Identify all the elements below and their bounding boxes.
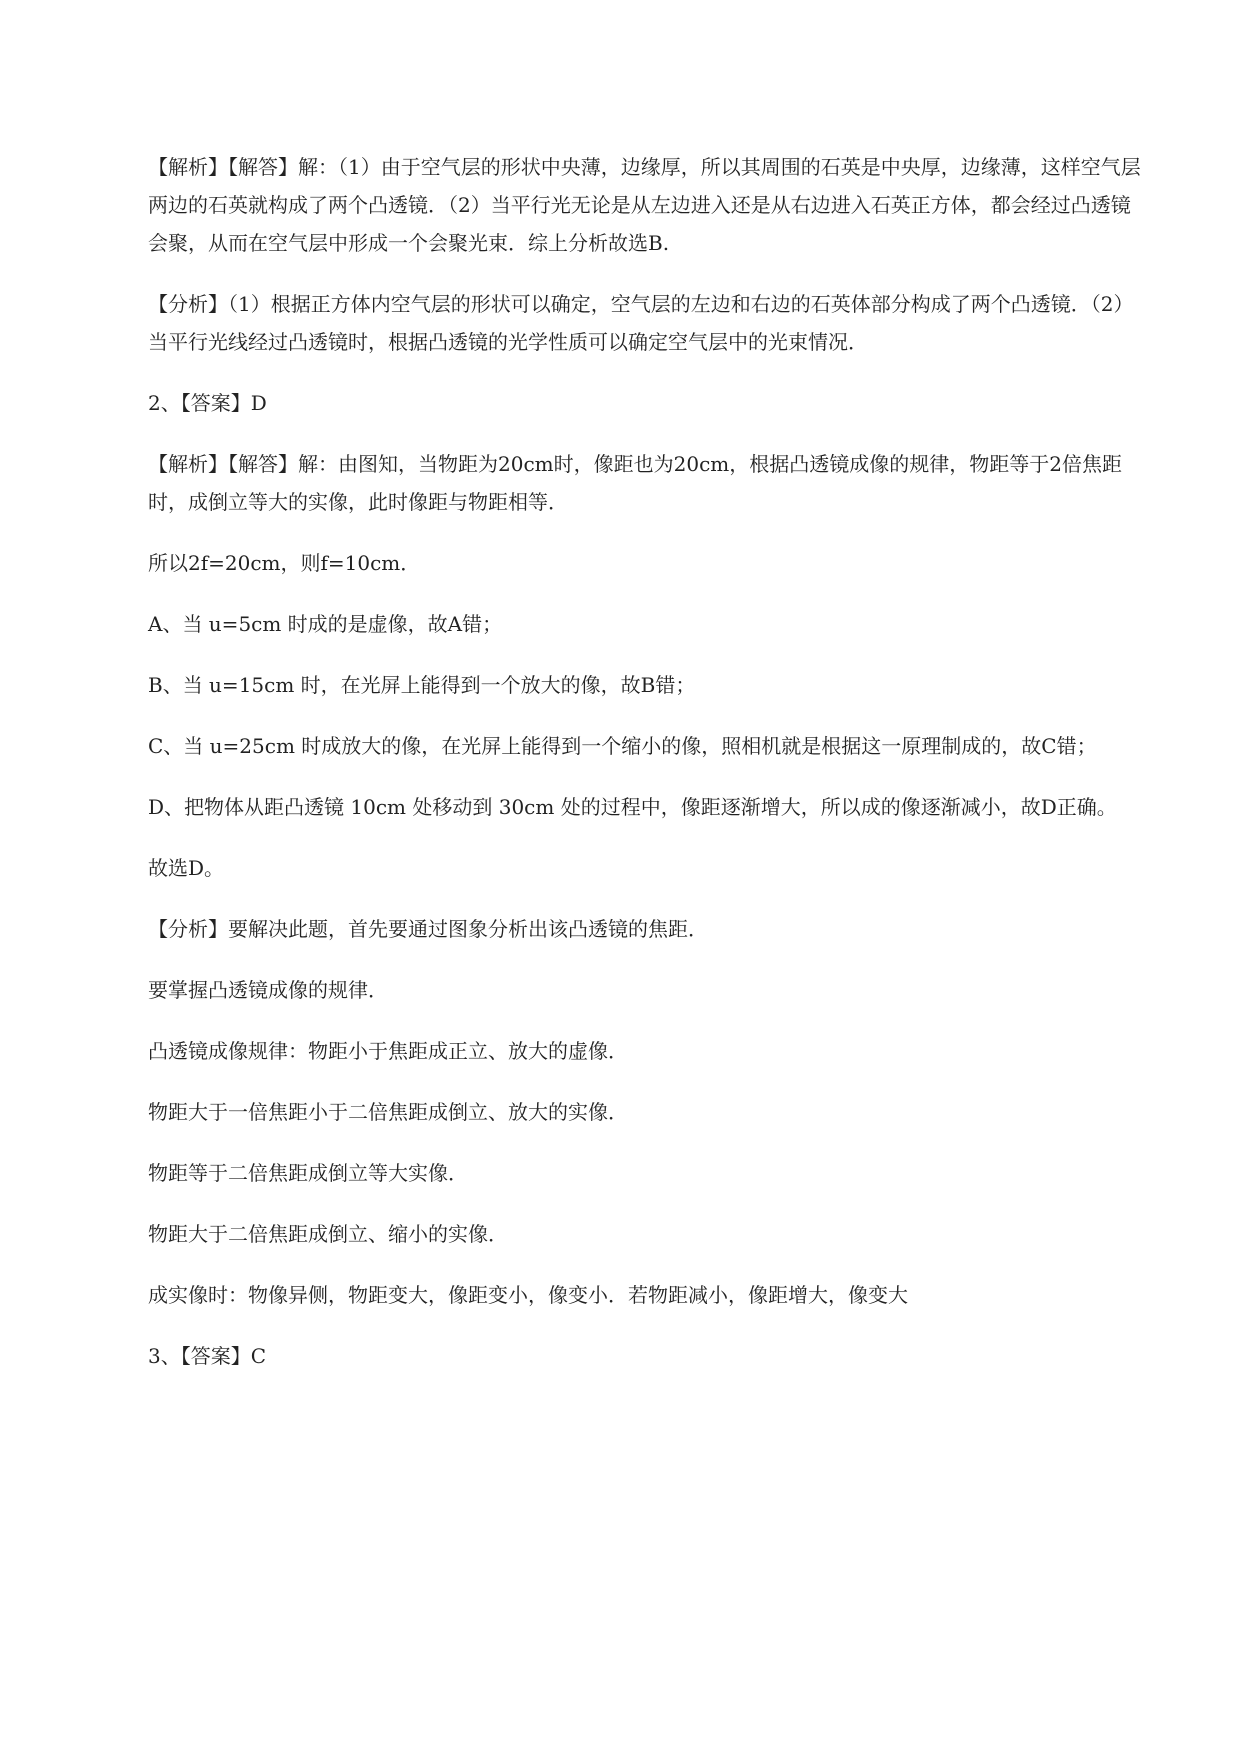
analysis-answer-2: 【解析】【解答】解：由图知，当物距为20cm时，像距也为20cm，根据凸透镜成像的规律，物距等于2倍焦距时，成倒立等大的实像，此时像距与物距相等． <box>148 452 1122 514</box>
rule-reduced-real: 物距大于二倍焦距成倒立、缩小的实像． <box>148 1222 508 1246</box>
rule-intro: 要掌握凸透镜成像的规律． <box>148 978 388 1002</box>
focal-length-calc: 所以2f=20cm，则f=10cm． <box>148 551 421 575</box>
answer-2: 2、【答案】D <box>148 391 267 415</box>
analysis-2: 【分析】要解决此题，首先要通过图象分析出该凸透镜的焦距． <box>148 917 708 941</box>
rule-real-image-change: 成实像时：物像异侧，物距变大，像距变小，像变小．若物距减小，像距增大，像变大 <box>148 1283 908 1307</box>
rule-magnified-real: 物距大于一倍焦距小于二倍焦距成倒立、放大的实像． <box>148 1100 628 1124</box>
rule-equal-real: 物距等于二倍焦距成倒立等大实像． <box>148 1161 468 1185</box>
rule-virtual-image: 凸透镜成像规律：物距小于焦距成正立、放大的虚像． <box>148 1039 628 1063</box>
option-a: A、当 u=5cm 时成的是虚像，故A错； <box>148 612 503 636</box>
document-body <box>148 148 1148 1398</box>
option-b: B、当 u=15cm 时，在光屏上能得到一个放大的像，故B错； <box>148 673 696 697</box>
analysis-answer-1: 【解析】【解答】解：（1）由于空气层的形状中央薄，边缘厚，所以其周围的石英是中央厚，边缘薄，这样空气层两边的石英就构成了两个凸透镜．（2）当平行光无论是从左边进入还是从右边进入石英正方体，都会经过凸透镜会聚，从而在空气层中形成一个会聚光束．综上分析故选B. <box>148 155 1141 255</box>
option-d: D、把物体从距凸透镜 10cm 处移动到 30cm 处的过程中，像距逐渐增大，所以成的像逐渐减小，故D正确。 <box>148 795 1117 819</box>
answer-3: 3、【答案】C <box>148 1344 267 1368</box>
analysis-1: 【分析】（1）根据正方体内空气层的形状可以确定，空气层的左边和右边的石英体部分构成了两个凸透镜．（2）当平行光线经过凸透镜时，根据凸透镜的光学性质可以确定空气层中的光束情况． <box>148 292 1134 354</box>
choice-conclusion: 故选D。 <box>148 856 225 880</box>
option-c: C、当 u=25cm 时成放大的像，在光屏上能得到一个缩小的像，照相机就是根据这一原理制成的，故C错； <box>148 734 1097 758</box>
